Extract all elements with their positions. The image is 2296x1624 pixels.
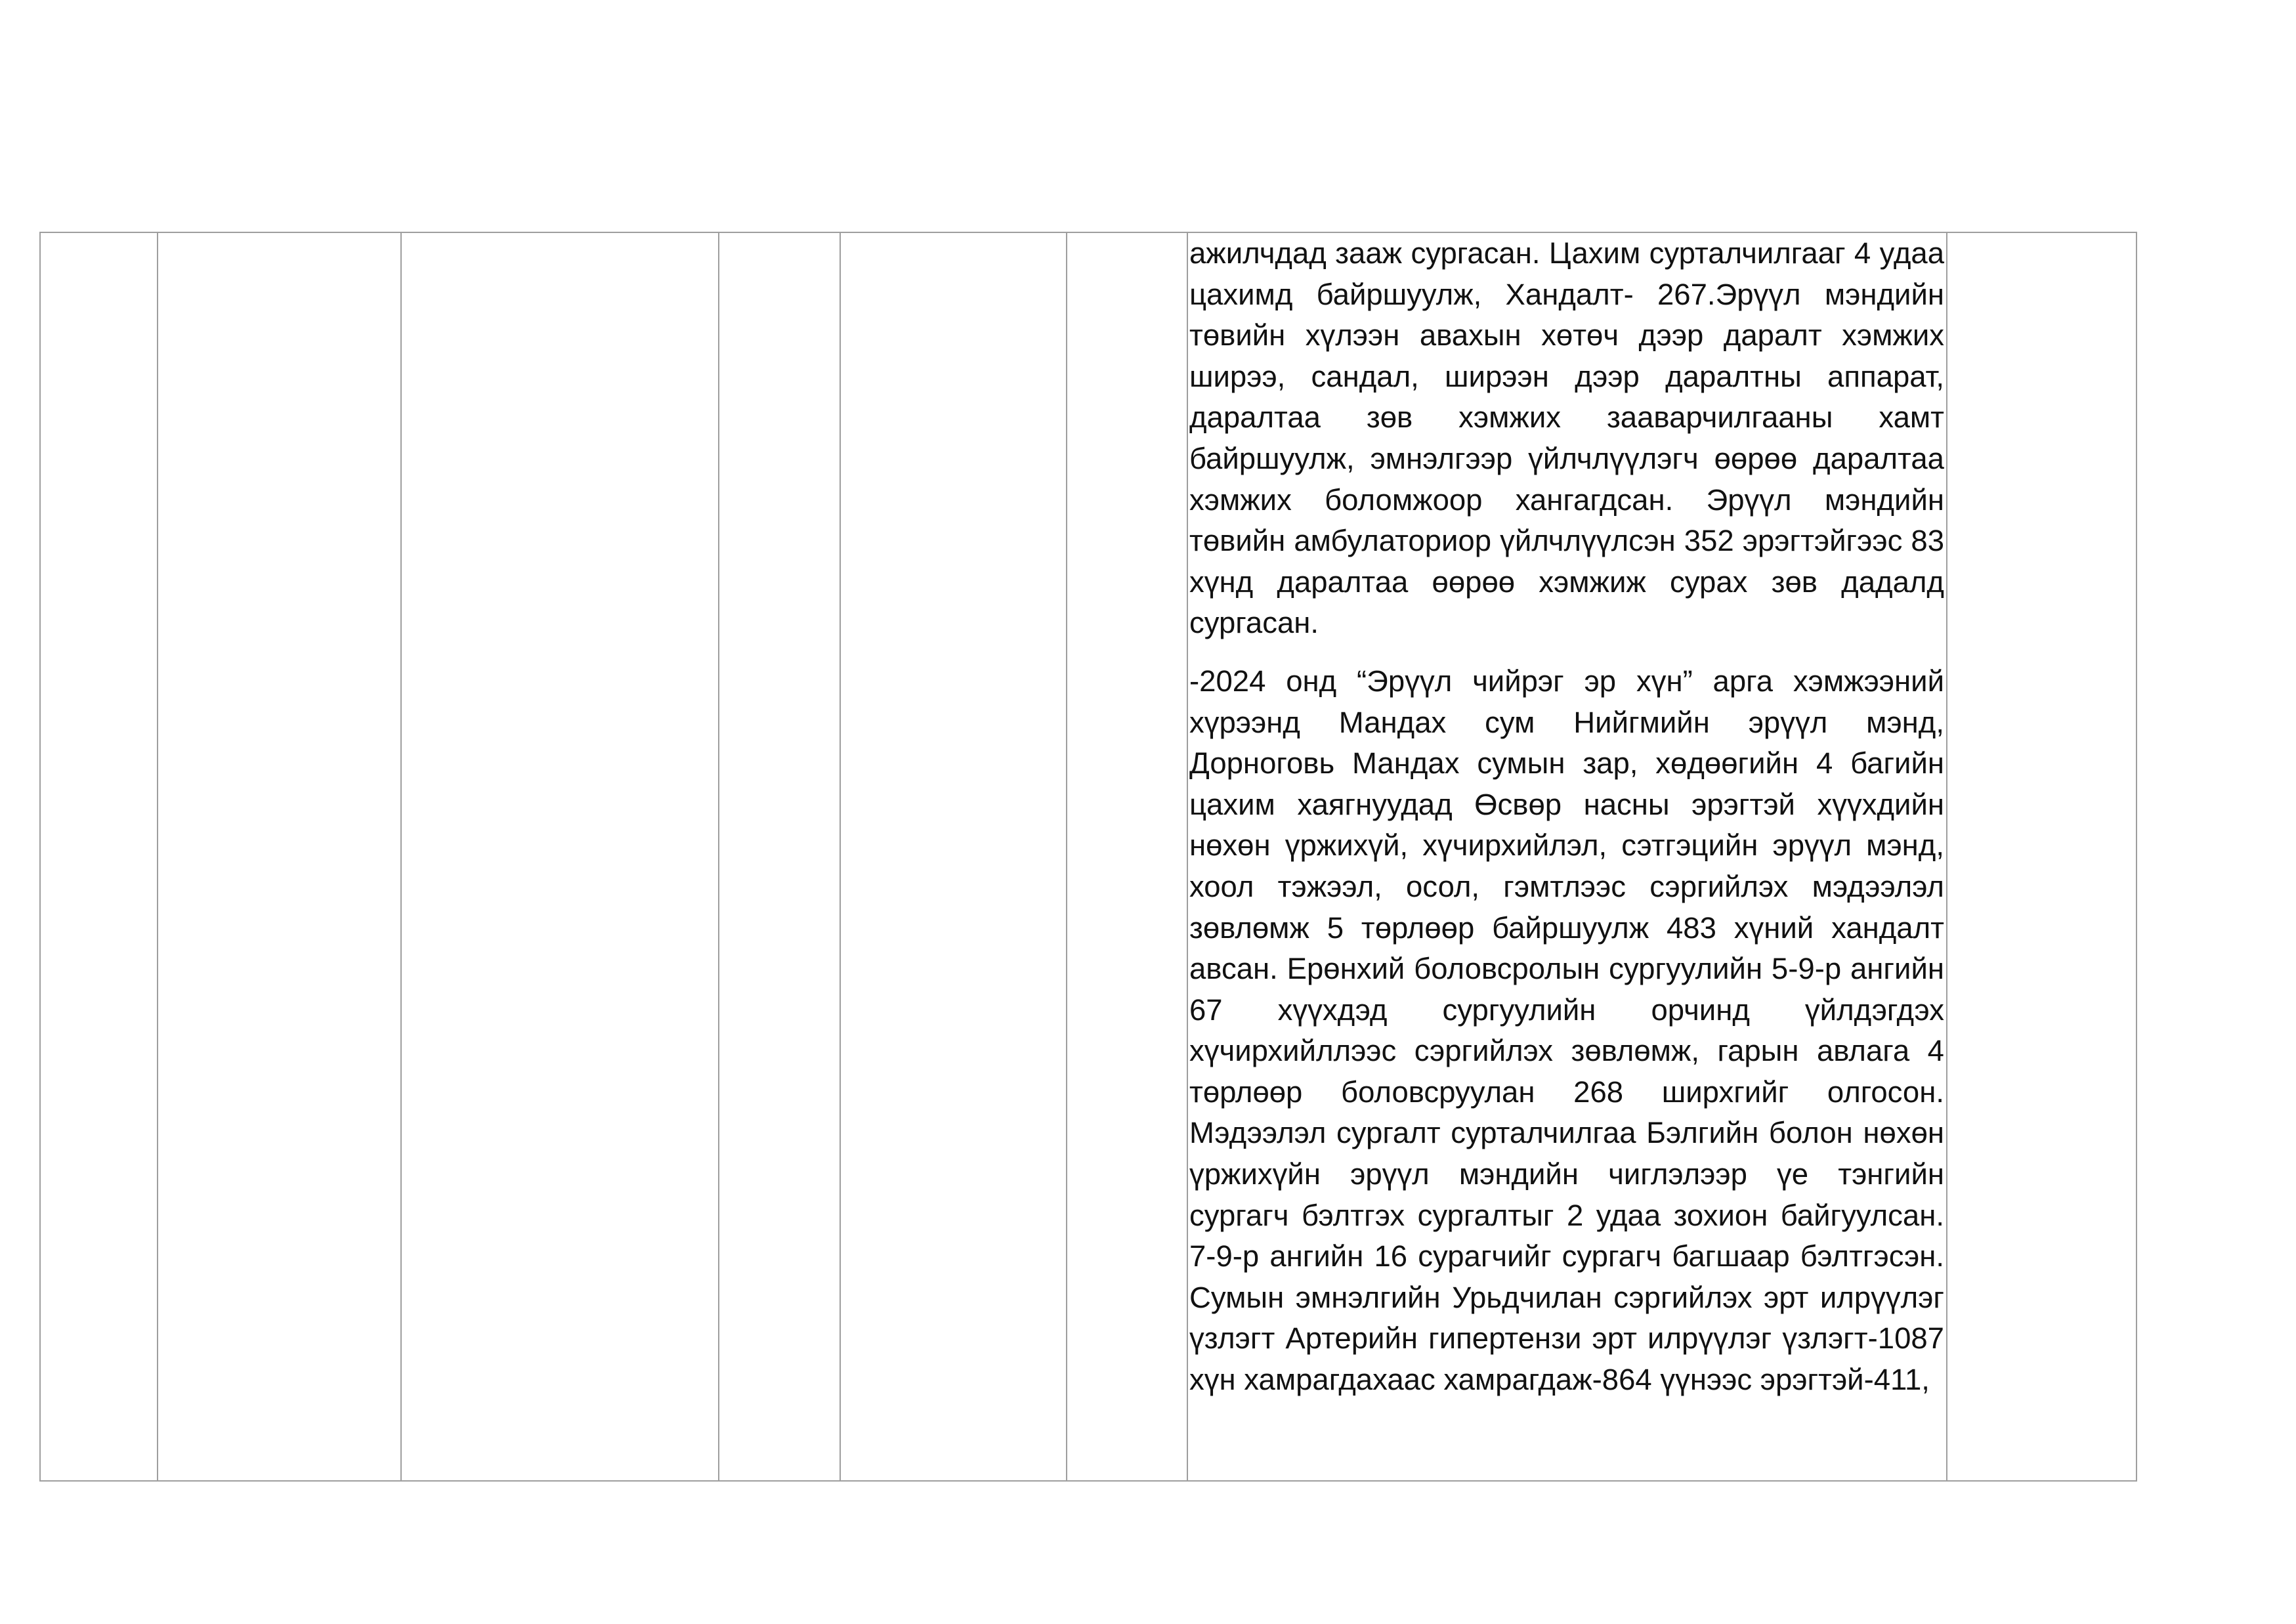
cell-paragraph: -2024 онд “Эрүүл чийрэг эр хүн” арга хэмжээний хүрээнд Мандах сум Нийгмийн эрүүл мэнд, Дорноговь Мандах сумын зар, хөдөөгийн 4 багийн цахим хаягнуудад Өсвөр насны эрэгтэй хүүхдийн нөхөн үржихүй, хүчирхийлэл, сэтгэцийн эрүүл мэнд, хоол тэжээл, осол, гэмтлээс сэргийлэх мэдээлэл зөвлөмж 5 төрлөөр байршуулж 483 хүний хандалт авсан. Ерөнхий боловсролын сургуулийн 5-9-р ангийн 67 хүүхдэд сургуулийн орчинд үйлдэгдэх хүчирхийллээс сэргийлэх зөвлөмж, гарын авлага 4 төрлөөр боловсруулан 268 ширхгийг олгосон. Мэдээлэл сургалт сурталчилгаа Бэлгийн болон нөхөн үржихүйн эрүүл мэндийн чиглэлээр үе тэнгийн сургагч бэлтгэх сургалтыг 2 удаа зохион байгуулсан. 7-9-р ангийн 16 сурагчийг сургагч багшаар бэлтгэсэн. Сумын эмнэлгийн Урьдчилан сэргийлэх эрт илрүүлэг үзлэгт Артерийн гипертензи эрт илрүүлэг үзлэгт-1087 хүн хамрагдахаас хамрагдаж-864 үүнээс эрэгтэй-411, [1189, 664, 1944, 1397]
column-divider [840, 233, 841, 1480]
table-continuation [39, 232, 2137, 1482]
cell-paragraph: ажилчдад зааж сургасан. Цахим сурталчилгааг 4 удаа цахимд байршуулж, Хандалт- 267.Эрүүл мэндийн төвийн хүлээн авахын хөтөч дээр даралт хэмжих ширээ, сандал, ширээн дээр даралтны аппарат, даралтаа зөв хэмжих зааварчилгааны хамт байршуулж, эмнэлгээр үйлчлүүлэгч өөрөө даралтаа хэмжих боломжоор хангагдсан. Эрүүл мэндийн төвийн амбулаториор үйлчлүүлсэн 352 эрэгтэйгээс 83 хүнд даралтаа өөрөө хэмжиж сурах зөв дадалд сургасан. [1189, 236, 1944, 640]
column-divider [1066, 233, 1067, 1480]
column-divider [718, 233, 719, 1480]
column-divider [400, 233, 402, 1480]
column-divider [157, 233, 158, 1480]
column-divider [1187, 233, 1188, 1480]
column-divider [1946, 233, 1947, 1480]
table-cell-text [1189, 233, 1944, 1401]
